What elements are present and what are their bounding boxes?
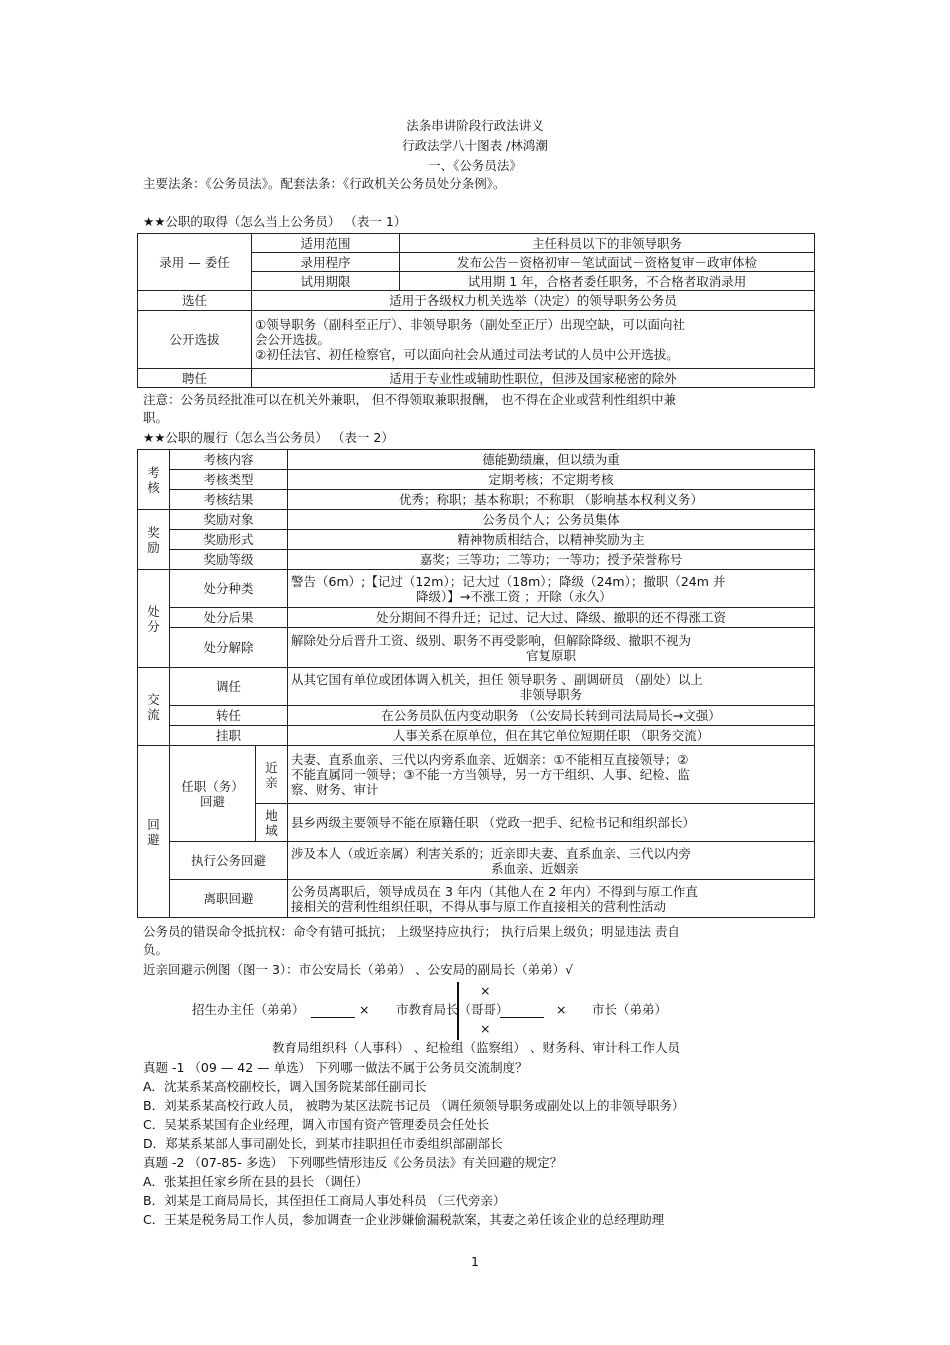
reward-value: 公务员个人；公务员集体 [288, 510, 815, 530]
punish-result-value: 处分期间不得升迁；记过、记大过、降级、撤职的还不得涨工资 [288, 608, 815, 628]
document-subtitle: 行政法学八十图表 /林鸿潮 [402, 138, 548, 153]
reward-group: 奖励 [138, 510, 170, 570]
assess-key: 考核结果 [170, 490, 288, 510]
table2-heading: ★★公职的履行（怎么当公务员） （表一 2） [143, 430, 394, 445]
note-line-2: 职。 [143, 410, 169, 425]
note-line-1: 注意：公务员经批准可以在机关外兼职， 但不得领取兼职报酬， 也不得在企业或营利性组织中兼 [143, 392, 676, 407]
assess-value: 德能勤绩廉，但以绩为重 [288, 450, 815, 470]
office-avoid-label: 任职（务）回避 [170, 746, 256, 842]
move-value: 在公务员队伍内变动职务 （公安局长转到司法局局长→文强） [288, 706, 815, 726]
transfer-value: 从其它国有单位或团体调入机关，担任 领导职务 、副调研员 （副处）以上 非领导职务 [288, 668, 815, 706]
reward-key: 奖励形式 [170, 530, 288, 550]
document-title: 法条串讲阶段行政法讲义 [406, 118, 544, 133]
table2 [137, 449, 815, 918]
elect-label: 选任 [138, 291, 252, 311]
diagram-mid-node: 市教育局长（哥哥） [396, 1002, 509, 1017]
hire-value: 适用于专业性或辅助性职位，但涉及国家秘密的除外 [252, 369, 815, 388]
punish-type-label: 处分种类 [170, 570, 288, 608]
resist-line-1: 公务员的错误命令抵抗权：命令有错可抵抗； 上级坚持应执行； 执行后果上级负；明显违法 责自 [143, 924, 680, 939]
reward-value: 嘉奖；三等功；二等功；一等功；授予荣誉称号 [288, 550, 815, 570]
transfer-label: 调任 [170, 668, 288, 706]
section-title: 一、《公务员法》 [428, 158, 522, 173]
punish-release-label: 处分解除 [170, 628, 288, 668]
assess-key: 考核内容 [170, 450, 288, 470]
resist-line-2: 负。 [143, 942, 169, 957]
diagram-connector [311, 1017, 355, 1018]
question-1-option-a: A．沈某系某高校副校长，调入国务院某部任副司长 [143, 1079, 427, 1094]
diagram-bottom-node: 教育局组织科（人事科） 、纪检组（监察组） 、财务科、审计科工作人员 [272, 1040, 680, 1055]
near-value: 夫妻、直系血亲、三代以内旁系血亲、近姻亲：①不能相互直接领导；② 不能直属同一领导；③不能一方当领导，另一方干组织、人事、纪检、监 察、财务、审计 [288, 746, 815, 804]
table1-value: 试用期 1 年，合格者委任职务，不合格者取消录用 [400, 272, 815, 291]
diagram-cross-2: × [556, 1002, 567, 1017]
question-2: 真题 -2 （07-85- 多选） 下列哪些情形违反《公务员法》有关回避的规定？ [143, 1155, 563, 1170]
open-select-label: 公开选拔 [138, 311, 252, 369]
attach-value: 人事关系在原单位，但在其它单位短期任职 （职务交流） [288, 726, 815, 746]
assess-value: 定期考核；不定期考核 [288, 470, 815, 490]
hire-label: 聘任 [138, 369, 252, 388]
leave-avoid-label: 离职回避 [170, 880, 288, 918]
attach-label: 挂职 [170, 726, 288, 746]
table1-heading: ★★公职的取得（怎么当上公务员） （表一 1） [143, 214, 407, 229]
punish-type-value: 警告（6m）;【记过（12m）；记大过（18m）；降级（24m）；撤职（24m 并 降级）】→不涨工资 ；开除（永久） [288, 570, 815, 608]
diagram-cross-bottom: × [480, 1021, 491, 1036]
question-1-option-c: C．吴某系某国有企业经理，调入市国有资产管理委员会任处长 [143, 1117, 490, 1132]
question-2-option-b: B．刘某是工商局局长，其侄担任工商局人事处科员 （三代旁亲） [143, 1193, 506, 1208]
table1-value: 主任科员以下的非领导职务 [400, 234, 815, 253]
assess-key: 考核类型 [170, 470, 288, 490]
punish-release-value: 解除处分后晋升工资、级别、职务不再受影响，但解除降级、撤职不视为 官复原职 [288, 628, 815, 668]
punish-result-label: 处分后果 [170, 608, 288, 628]
duty-avoid-value: 涉及本人（或近亲属）利害关系的；近亲即夫妻、直系血亲、三代以内旁 系血亲、近姻亲 [288, 842, 815, 880]
table1-key: 适用范围 [252, 234, 400, 253]
leave-avoid-value: 公务员离职后，领导成员在 3 年内（其他人在 2 年内）不得到与原工作直 接相关的营利性组织任职，不得从事与原工作直接相关的营利性活动 [288, 880, 815, 918]
example-title: 近亲回避示例图（图一 3）：市公安局长（弟弟） 、公安局的副局长（弟弟）√ [143, 962, 574, 977]
question-2-option-a: A．张某担任家乡所在县的县长 （调任） [143, 1174, 369, 1189]
assess-group: 考核 [138, 450, 170, 510]
region-value: 县乡两级主要领导不能在原籍任职 （党政一把手、纪检书记和组织部长） [288, 804, 815, 842]
reward-value: 精神物质相结合，以精神奖励为主 [288, 530, 815, 550]
near-label: 近亲 [256, 746, 288, 804]
diagram-connector [500, 1017, 544, 1018]
diagram-cross-top: × [480, 983, 491, 998]
avoid-group: 回避 [138, 746, 170, 918]
region-label: 地域 [256, 804, 288, 842]
open-select-value: ①领导职务（副科至正厅）、非领导职务（副处至正厅）出现空缺，可以面向社 会公开选拔。 ②初任法官、初任检察官，可以面向社会从通过司法考试的人员中公开选拔。 [252, 311, 815, 369]
table1-key: 试用期限 [252, 272, 400, 291]
diagram-left-node: 招生办主任（弟弟） [192, 1002, 305, 1017]
question-1-option-d: D．郑某系某部人事司副处长，到某市挂职担任市委组织部副部长 [143, 1136, 503, 1151]
elect-value: 适用于各级权力机关选举（决定）的领导职务公务员 [252, 291, 815, 311]
diagram-cross-1: × [359, 1002, 370, 1017]
duty-avoid-label: 执行公务回避 [170, 842, 288, 880]
reward-key: 奖励对象 [170, 510, 288, 530]
diagram-right-node: 市长（弟弟） [592, 1002, 668, 1017]
table1-key: 录用程序 [252, 253, 400, 272]
page-number: 1 [471, 1254, 479, 1269]
reward-key: 奖励等级 [170, 550, 288, 570]
question-2-option-c: C．王某是税务局工作人员，参加调查一企业涉嫌偷漏税款案，其妻之弟任该企业的总经理助理 [143, 1212, 665, 1227]
table1 [137, 233, 815, 388]
main-law-line: 主要法条：《公务员法》。配套法条：《行政机关公务员处分条例》。 [143, 176, 506, 191]
table1-value: 发布公告－资格初审－笔试面试－资格复审－政审体检 [400, 253, 815, 272]
recruit-label: 录用 — 委任 [138, 234, 252, 291]
punish-group: 处分 [138, 570, 170, 668]
move-label: 转任 [170, 706, 288, 726]
exchange-group: 交流 [138, 668, 170, 746]
question-1-option-b: B．刘某系某高校行政人员， 被聘为某区法院书记员 （调任须领导职务或副处以上的非领导职务） [143, 1098, 685, 1113]
assess-value: 优秀；称职；基本称职；不称职 （影响基本权利义务） [288, 490, 815, 510]
question-1: 真题 -1 （09 — 42 — 单选） 下列哪一做法不属于公务员交流制度？ [143, 1060, 528, 1075]
